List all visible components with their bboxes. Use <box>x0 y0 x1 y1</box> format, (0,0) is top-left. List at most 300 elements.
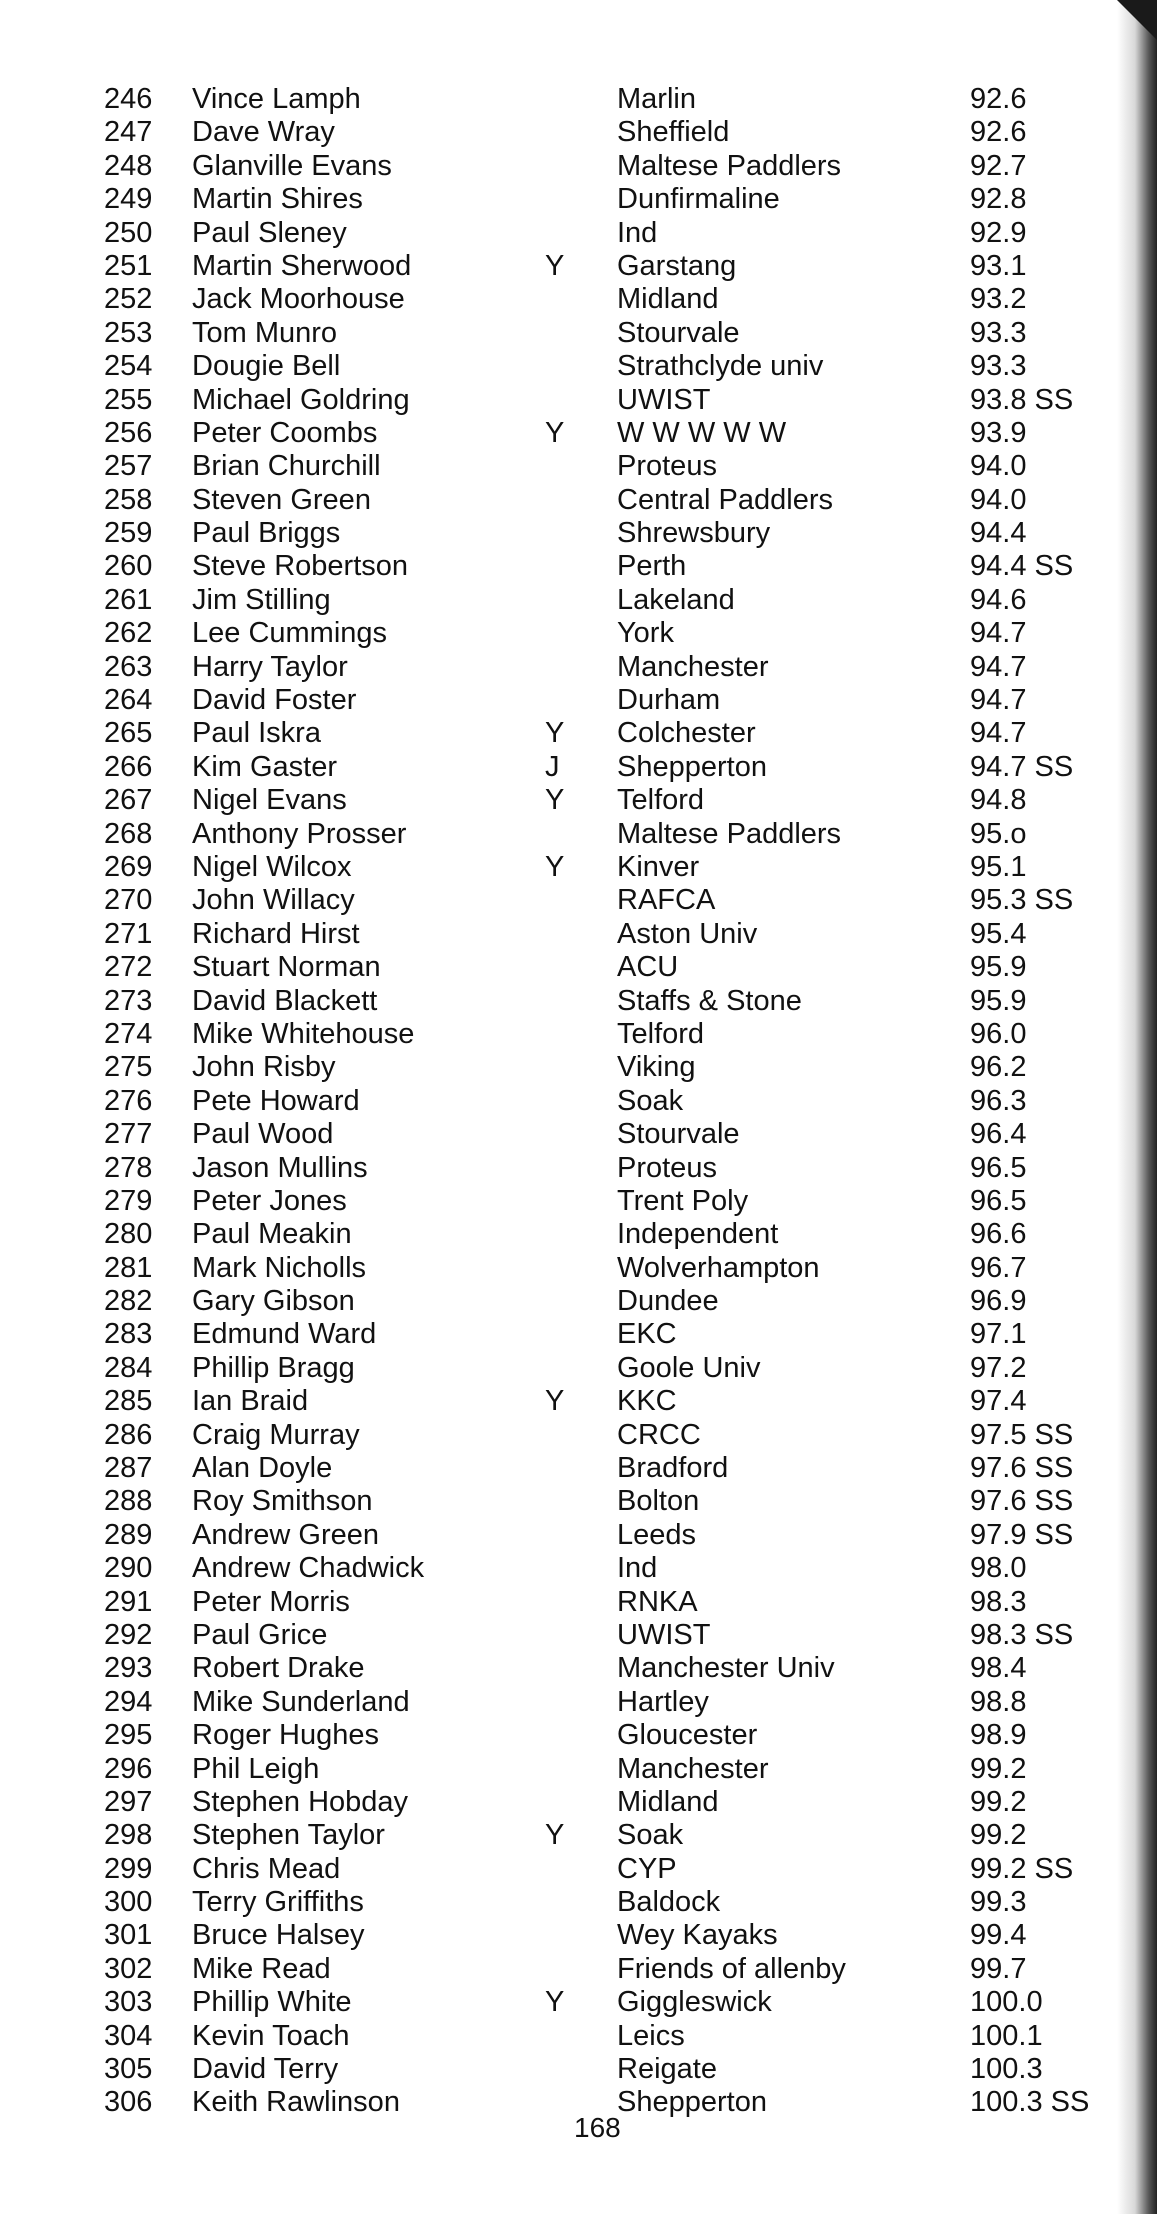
result-row <box>0 818 1157 851</box>
result-time: 96.0 <box>970 1017 1027 1050</box>
club-name: Stourvale <box>617 316 740 349</box>
result-row <box>0 1586 1157 1619</box>
entry-number: 306 <box>104 2086 153 2119</box>
club-name: Sheffield <box>617 116 730 149</box>
competitor-name: Paul Wood <box>192 1118 334 1151</box>
page-number: 168 <box>574 2112 621 2143</box>
entry-number: 252 <box>104 283 153 316</box>
result-row <box>0 584 1157 617</box>
result-row <box>0 317 1157 350</box>
result-row <box>0 717 1157 750</box>
category-flag: Y <box>545 1385 565 1418</box>
competitor-name: Kevin Toach <box>192 2019 350 2052</box>
entry-number: 269 <box>104 850 153 883</box>
result-time: 98.3 <box>970 1585 1027 1618</box>
result-row <box>0 918 1157 951</box>
club-name: Marlin <box>617 83 696 115</box>
entry-number: 250 <box>104 216 153 249</box>
result-row <box>0 116 1157 149</box>
result-row <box>0 217 1157 250</box>
club-name: RAFCA <box>617 884 716 917</box>
club-name: Strathclyde univ <box>617 350 824 383</box>
entry-number: 271 <box>104 917 153 950</box>
result-time: 92.8 <box>970 183 1027 216</box>
result-time: 98.4 <box>970 1652 1027 1685</box>
result-time: 94.0 <box>970 483 1027 516</box>
club-name: Shrewsbury <box>617 517 771 550</box>
result-row <box>0 484 1157 517</box>
result-time: 96.5 <box>970 1184 1027 1217</box>
result-row <box>0 985 1157 1018</box>
entry-number: 282 <box>104 1285 153 1318</box>
competitor-name: David Terry <box>192 2053 339 2086</box>
entry-number: 262 <box>104 617 153 650</box>
entry-number: 296 <box>104 1752 153 1785</box>
entry-number: 291 <box>104 1585 153 1618</box>
competitor-name: Mike Whitehouse <box>192 1017 415 1050</box>
result-time: 100.3 <box>970 2053 1043 2086</box>
competitor-name: Keith Rawlinson <box>192 2086 400 2119</box>
entry-number: 290 <box>104 1552 153 1585</box>
competitor-name: Phillip Bragg <box>192 1351 355 1384</box>
competitor-name: Craig Murray <box>192 1418 360 1451</box>
entry-number: 267 <box>104 784 153 817</box>
result-row <box>0 951 1157 984</box>
club-name: Soak <box>617 1084 684 1117</box>
result-time: 92.7 <box>970 149 1027 182</box>
competitor-name: Kim Gaster <box>192 750 338 783</box>
entry-number: 278 <box>104 1151 153 1184</box>
competitor-name: Paul Grice <box>192 1618 328 1651</box>
club-name: Goole Univ <box>617 1351 761 1384</box>
result-time: 96.7 <box>970 1251 1027 1284</box>
result-row <box>0 1986 1157 2019</box>
entry-number: 259 <box>104 517 153 550</box>
result-row <box>0 183 1157 216</box>
result-row <box>0 1252 1157 1285</box>
competitor-name: Edmund Ward <box>192 1318 377 1351</box>
entry-number: 257 <box>104 450 153 483</box>
result-row <box>0 617 1157 650</box>
result-row <box>0 1385 1157 1418</box>
result-time: 93.3 <box>970 350 1027 383</box>
result-time: 93.8 SS <box>970 383 1074 416</box>
entry-number: 284 <box>104 1351 153 1384</box>
competitor-name: Nigel Evans <box>192 784 347 817</box>
club-name: Staffs & Stone <box>617 984 802 1017</box>
result-row <box>0 550 1157 583</box>
result-row <box>0 651 1157 684</box>
club-name: UWIST <box>617 383 711 416</box>
competitor-name: Roy Smithson <box>192 1485 373 1518</box>
result-row <box>0 1152 1157 1185</box>
entry-number: 301 <box>104 1919 153 1952</box>
entry-number: 263 <box>104 650 153 683</box>
result-row <box>0 1452 1157 1485</box>
club-name: Midland <box>617 283 719 316</box>
result-time: 98.3 SS <box>970 1618 1074 1651</box>
competitor-name: Phil Leigh <box>192 1752 320 1785</box>
entry-number: 273 <box>104 984 153 1017</box>
entry-number: 264 <box>104 684 153 717</box>
result-row <box>0 1485 1157 1518</box>
club-name: Lakeland <box>617 583 735 616</box>
result-row <box>0 1352 1157 1385</box>
category-flag: Y <box>545 717 565 750</box>
result-time: 96.4 <box>970 1118 1027 1151</box>
entry-number: 265 <box>104 717 153 750</box>
entry-number: 276 <box>104 1084 153 1117</box>
result-time: 100.0 <box>970 1986 1043 2019</box>
result-row <box>0 851 1157 884</box>
entry-number: 274 <box>104 1017 153 1050</box>
competitor-name: Jason Mullins <box>192 1151 368 1184</box>
entry-number: 294 <box>104 1685 153 1718</box>
entry-number: 268 <box>104 817 153 850</box>
category-flag: Y <box>545 784 565 817</box>
competitor-name: Brian Churchill <box>192 450 381 483</box>
club-name: Manchester <box>617 1752 769 1785</box>
club-name: W W W W W <box>617 416 787 449</box>
competitor-name: David Foster <box>192 684 357 717</box>
competitor-name: Robert Drake <box>192 1652 365 1685</box>
competitor-name: Pete Howard <box>192 1084 360 1117</box>
club-name: Dundee <box>617 1285 719 1318</box>
result-row <box>0 2020 1157 2053</box>
result-row <box>0 250 1157 283</box>
entry-number: 300 <box>104 1886 153 1919</box>
entry-number: 304 <box>104 2019 153 2052</box>
competitor-name: Michael Goldring <box>192 383 410 416</box>
result-time: 97.9 SS <box>970 1518 1074 1551</box>
club-name: Proteus <box>617 450 717 483</box>
entry-number: 292 <box>104 1618 153 1651</box>
competitor-name: Mike Sunderland <box>192 1685 410 1718</box>
entry-number: 248 <box>104 149 153 182</box>
club-name: Midland <box>617 1785 719 1818</box>
competitor-name: Steven Green <box>192 483 371 516</box>
result-time: 100.1 <box>970 2019 1043 2052</box>
competitor-name: Steve Robertson <box>192 550 409 583</box>
competitor-name: Jack Moorhouse <box>192 283 405 316</box>
club-name: Bradford <box>617 1452 729 1485</box>
result-time: 99.7 <box>970 1952 1027 1985</box>
entry-number: 285 <box>104 1385 153 1418</box>
club-name: Perth <box>617 550 687 583</box>
result-row <box>0 1318 1157 1351</box>
result-row <box>0 1853 1157 1886</box>
club-name: Dunfirmaline <box>617 183 780 216</box>
category-flag: Y <box>545 1819 565 1852</box>
category-flag: Y <box>545 416 565 449</box>
club-name: Ind <box>617 216 658 249</box>
entry-number: 279 <box>104 1184 153 1217</box>
category-flag: Y <box>545 1986 565 2019</box>
result-row <box>0 2053 1157 2086</box>
result-row <box>0 1218 1157 1251</box>
competitor-name: Lee Cummings <box>192 617 388 650</box>
competitor-name: Anthony Prosser <box>192 817 407 850</box>
club-name: Leics <box>617 2019 685 2052</box>
result-row <box>0 1118 1157 1151</box>
competitor-name: Paul Iskra <box>192 717 321 750</box>
result-row <box>0 1753 1157 1786</box>
result-time: 95.o <box>970 817 1027 850</box>
category-flag: Y <box>545 249 565 282</box>
competitor-name: Roger Hughes <box>192 1719 379 1752</box>
club-name: Friends of allenby <box>617 1952 846 1985</box>
competitor-name: John Willacy <box>192 884 355 917</box>
entry-number: 256 <box>104 416 153 449</box>
entry-number: 283 <box>104 1318 153 1351</box>
result-time: 99.2 <box>970 1785 1027 1818</box>
result-time: 97.5 SS <box>970 1418 1074 1451</box>
club-name: Baldock <box>617 1886 721 1919</box>
result-time: 98.8 <box>970 1685 1027 1718</box>
result-row <box>0 751 1157 784</box>
result-row <box>0 1953 1157 1986</box>
competitor-name: John Risby <box>192 1051 336 1084</box>
result-time: 97.2 <box>970 1351 1027 1384</box>
entry-number: 287 <box>104 1452 153 1485</box>
result-time: 93.9 <box>970 416 1027 449</box>
result-time: 100.3 SS <box>970 2086 1090 2119</box>
result-time: 94.7 <box>970 717 1027 750</box>
club-name: Garstang <box>617 249 737 282</box>
result-time: 94.4 SS <box>970 550 1074 583</box>
competitor-name: Andrew Chadwick <box>192 1552 425 1585</box>
club-name: Telford <box>617 784 705 817</box>
competitor-name: Stephen Hobday <box>192 1785 409 1818</box>
result-time: 96.9 <box>970 1285 1027 1318</box>
entry-number: 258 <box>104 483 153 516</box>
result-time: 99.2 <box>970 1752 1027 1785</box>
entry-number: 270 <box>104 884 153 917</box>
competitor-name: Richard Hirst <box>192 917 360 950</box>
result-time: 99.2 <box>970 1819 1027 1852</box>
competitor-name: David Blackett <box>192 984 378 1017</box>
result-row <box>0 1018 1157 1051</box>
result-time: 94.7 <box>970 617 1027 650</box>
club-name: ACU <box>617 951 679 984</box>
competitor-name: Terry Griffiths <box>192 1886 364 1919</box>
club-name: Leeds <box>617 1518 697 1551</box>
club-name: Trent Poly <box>617 1184 749 1217</box>
entry-number: 303 <box>104 1986 153 2019</box>
club-name: Giggleswick <box>617 1986 772 2019</box>
club-name: CYP <box>617 1852 677 1885</box>
club-name: EKC <box>617 1318 677 1351</box>
competitor-name: Gary Gibson <box>192 1285 355 1318</box>
result-time: 96.6 <box>970 1218 1027 1251</box>
entry-number: 261 <box>104 583 153 616</box>
result-row <box>0 1919 1157 1952</box>
page-corner-shadow <box>1117 0 1157 40</box>
result-row <box>0 1886 1157 1919</box>
result-time: 94.7 <box>970 650 1027 683</box>
result-row <box>0 1285 1157 1318</box>
club-name: Wolverhampton <box>617 1251 820 1284</box>
club-name: Bolton <box>617 1485 700 1518</box>
result-row <box>0 1786 1157 1819</box>
result-row <box>0 1652 1157 1685</box>
competitor-name: Dougie Bell <box>192 350 341 383</box>
club-name: York <box>617 617 674 650</box>
club-name: Ind <box>617 1552 658 1585</box>
entry-number: 280 <box>104 1218 153 1251</box>
competitor-name: Andrew Green <box>192 1518 379 1551</box>
result-time: 96.5 <box>970 1151 1027 1184</box>
club-name: Aston Univ <box>617 917 758 950</box>
club-name: Hartley <box>617 1685 709 1718</box>
result-row <box>0 450 1157 483</box>
competitor-name: Chris Mead <box>192 1852 341 1885</box>
entry-number: 295 <box>104 1719 153 1752</box>
result-time: 97.4 <box>970 1385 1027 1418</box>
entry-number: 305 <box>104 2053 153 2086</box>
club-name: RNKA <box>617 1585 698 1618</box>
club-name: Viking <box>617 1051 696 1084</box>
result-time: 95.1 <box>970 850 1027 883</box>
result-time: 94.6 <box>970 583 1027 616</box>
result-time: 92.6 <box>970 83 1027 115</box>
club-name: Telford <box>617 1017 705 1050</box>
competitor-name: Jim Stilling <box>192 583 331 616</box>
category-flag: Y <box>545 850 565 883</box>
result-time: 98.9 <box>970 1719 1027 1752</box>
entry-number: 266 <box>104 750 153 783</box>
result-time: 94.8 <box>970 784 1027 817</box>
entry-number: 254 <box>104 350 153 383</box>
club-name: Shepperton <box>617 2086 767 2119</box>
competitor-name: Paul Sleney <box>192 216 347 249</box>
result-row <box>0 283 1157 316</box>
result-time: 97.6 SS <box>970 1485 1074 1518</box>
result-row <box>0 1819 1157 1852</box>
result-time: 93.2 <box>970 283 1027 316</box>
entry-number: 253 <box>104 316 153 349</box>
entry-number: 289 <box>104 1518 153 1551</box>
entry-number: 286 <box>104 1418 153 1451</box>
result-row <box>0 1051 1157 1084</box>
result-row <box>0 1185 1157 1218</box>
result-time: 98.0 <box>970 1552 1027 1585</box>
result-row <box>0 83 1157 116</box>
club-name: Colchester <box>617 717 756 750</box>
competitor-name: Mike Read <box>192 1952 331 1985</box>
club-name: Proteus <box>617 1151 717 1184</box>
club-name: Reigate <box>617 2053 717 2086</box>
club-name: UWIST <box>617 1618 711 1651</box>
result-row <box>0 384 1157 417</box>
result-time: 94.4 <box>970 517 1027 550</box>
result-time: 93.1 <box>970 249 1027 282</box>
entry-number: 288 <box>104 1485 153 1518</box>
competitor-name: Ian Braid <box>192 1385 309 1418</box>
entry-number: 298 <box>104 1819 153 1852</box>
competitor-name: Peter Coombs <box>192 416 378 449</box>
entry-number: 281 <box>104 1251 153 1284</box>
club-name: CRCC <box>617 1418 701 1451</box>
entry-number: 246 <box>104 83 153 115</box>
entry-number: 272 <box>104 951 153 984</box>
entry-number: 255 <box>104 383 153 416</box>
competitor-name: Dave Wray <box>192 116 335 149</box>
competitor-name: Stuart Norman <box>192 951 381 984</box>
club-name: Central Paddlers <box>617 483 833 516</box>
competitor-name: Harry Taylor <box>192 650 348 683</box>
result-time: 99.2 SS <box>970 1852 1074 1885</box>
result-time: 96.3 <box>970 1084 1027 1117</box>
competitor-name: Paul Meakin <box>192 1218 352 1251</box>
competitor-name: Nigel Wilcox <box>192 850 352 883</box>
result-row <box>0 1619 1157 1652</box>
competitor-name: Peter Jones <box>192 1184 347 1217</box>
entry-number: 275 <box>104 1051 153 1084</box>
club-name: Stourvale <box>617 1118 740 1151</box>
club-name: Durham <box>617 684 721 717</box>
result-row <box>0 1686 1157 1719</box>
entry-number: 251 <box>104 249 153 282</box>
result-row <box>0 1085 1157 1118</box>
entry-number: 293 <box>104 1652 153 1685</box>
club-name: Independent <box>617 1218 779 1251</box>
competitor-name: Peter Morris <box>192 1585 350 1618</box>
result-time: 96.2 <box>970 1051 1027 1084</box>
competitor-name: Martin Shires <box>192 183 363 216</box>
result-time: 99.4 <box>970 1919 1027 1952</box>
competitor-name: Phillip White <box>192 1986 352 2019</box>
result-time: 97.6 SS <box>970 1452 1074 1485</box>
result-row <box>0 884 1157 917</box>
competitor-name: Stephen Taylor <box>192 1819 385 1852</box>
club-name: Maltese Paddlers <box>617 817 842 850</box>
entry-number: 260 <box>104 550 153 583</box>
result-row <box>0 350 1157 383</box>
club-name: KKC <box>617 1385 677 1418</box>
result-time: 94.0 <box>970 450 1027 483</box>
entry-number: 249 <box>104 183 153 216</box>
club-name: Manchester <box>617 650 769 683</box>
competitor-name: Bruce Halsey <box>192 1919 365 1952</box>
result-row <box>0 150 1157 183</box>
result-time: 94.7 SS <box>970 750 1074 783</box>
result-row <box>0 1419 1157 1452</box>
results-list <box>0 83 1157 2120</box>
competitor-name: Paul Briggs <box>192 517 341 550</box>
result-time: 92.6 <box>970 116 1027 149</box>
entry-number: 302 <box>104 1952 153 1985</box>
club-name: Shepperton <box>617 750 767 783</box>
result-time: 95.9 <box>970 984 1027 1017</box>
club-name: Wey Kayaks <box>617 1919 778 1952</box>
club-name: Maltese Paddlers <box>617 149 842 182</box>
club-name: Kinver <box>617 850 700 883</box>
result-time: 95.3 SS <box>970 884 1074 917</box>
result-row <box>0 1519 1157 1552</box>
entry-number: 297 <box>104 1785 153 1818</box>
result-time: 99.3 <box>970 1886 1027 1919</box>
competitor-name: Vince Lamph <box>192 83 361 115</box>
club-name: Soak <box>617 1819 684 1852</box>
competitor-name: Alan Doyle <box>192 1452 333 1485</box>
club-name: Gloucester <box>617 1719 758 1752</box>
result-time: 95.9 <box>970 951 1027 984</box>
result-time: 92.9 <box>970 216 1027 249</box>
result-time: 93.3 <box>970 316 1027 349</box>
result-row <box>0 784 1157 817</box>
category-flag: J <box>545 750 560 783</box>
